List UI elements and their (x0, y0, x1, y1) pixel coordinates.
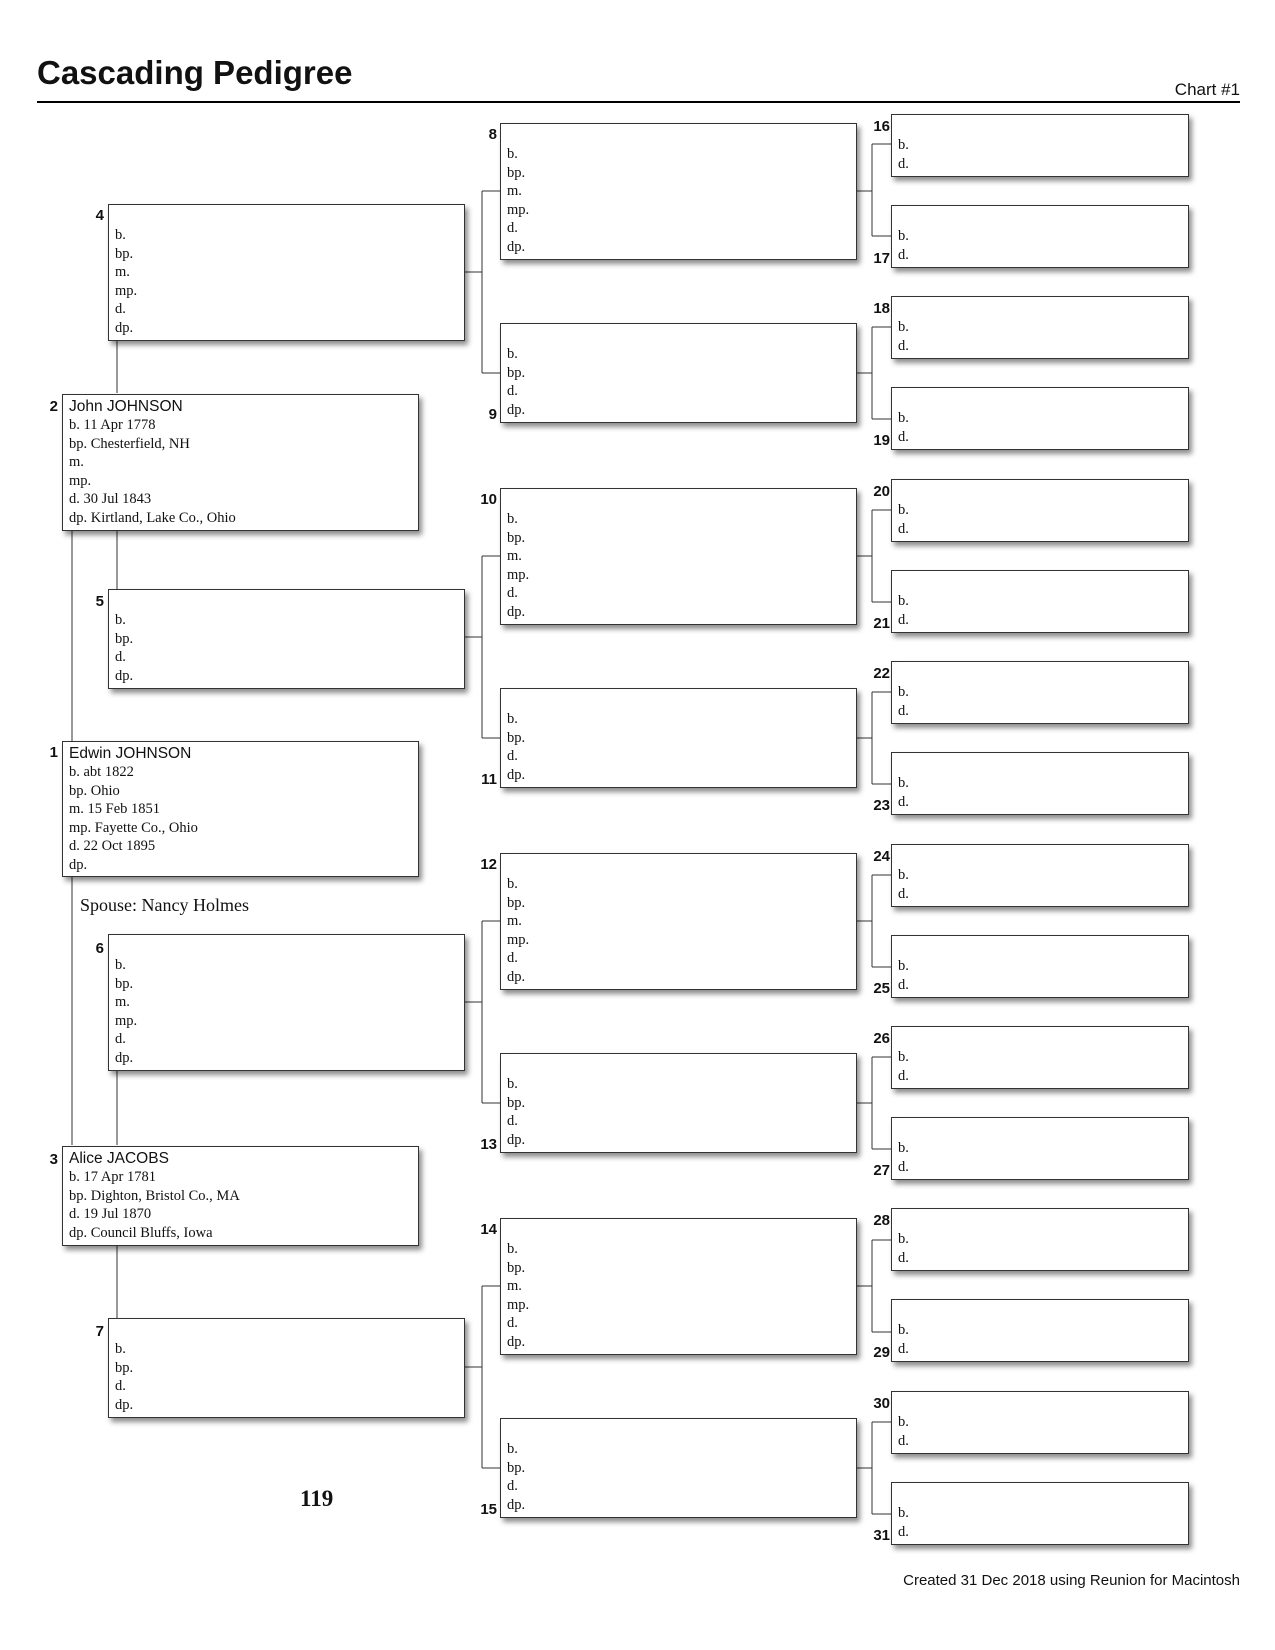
person-name (507, 856, 850, 875)
person-number: 9 (488, 406, 497, 423)
birth-line: b. (507, 876, 518, 892)
person-name (507, 326, 850, 345)
marriage-line: m. (115, 994, 130, 1011)
death-line: d. (507, 383, 518, 400)
person-box-8[interactable] (500, 123, 857, 260)
connector-line (856, 1422, 891, 1514)
person-number: 11 (481, 771, 497, 788)
death-line: d. (507, 748, 518, 765)
connector-line (465, 191, 500, 373)
connector-line (465, 921, 500, 1103)
person-name (507, 491, 850, 510)
person-box-18[interactable] (891, 296, 1189, 359)
death-place-line: dp. Kirtland, Lake Co., Ohio (69, 509, 236, 526)
person-number: 22 (873, 665, 890, 682)
birth-line: b. (507, 346, 518, 362)
death-line: d. (898, 702, 909, 719)
person-number: 1 (49, 744, 58, 761)
death-line: d. 30 Jul 1843 (69, 491, 152, 508)
person-name (898, 664, 1182, 683)
death-line: d. (507, 1315, 518, 1332)
person-box-29[interactable] (891, 1299, 1189, 1362)
birth-line: b. (507, 511, 518, 527)
marriage-line: m. (507, 183, 522, 200)
person-number: 28 (873, 1212, 890, 1229)
person-box-24[interactable] (891, 844, 1189, 907)
death-line: d. 19 Jul 1870 (69, 1206, 152, 1223)
person-number: 4 (95, 207, 104, 224)
marriage-line: m. (507, 913, 522, 930)
marriage-line: m. (69, 454, 84, 471)
birth-line: b. (898, 867, 909, 883)
death-line: d. (898, 246, 909, 263)
death-line: d. (507, 950, 518, 967)
person-name (898, 573, 1182, 592)
death-place-line: dp. (507, 766, 526, 783)
person-box-23[interactable] (891, 752, 1189, 815)
person-name (507, 1221, 850, 1240)
person-number: 16 (873, 118, 890, 135)
death-line: d. (115, 649, 126, 666)
death-place-line: dp. (115, 319, 134, 336)
birthplace-line: bp. (115, 1359, 134, 1376)
death-line: d. (507, 1478, 518, 1495)
person-box-14[interactable] (500, 1218, 857, 1355)
person-number: 19 (873, 432, 890, 449)
person-number: 3 (49, 1151, 58, 1168)
death-line: d. (115, 301, 126, 318)
death-line: d. (898, 976, 909, 993)
birth-line: b. (898, 1414, 909, 1430)
person-name (115, 207, 458, 226)
connector-line (856, 144, 891, 236)
connector-line (465, 556, 500, 738)
death-line: d. (507, 585, 518, 602)
marriage-place-line: mp. (507, 1296, 530, 1313)
marriage-place-line: mp. (115, 282, 138, 299)
birthplace-line: bp. (115, 975, 134, 992)
marriage-place-line: mp. (507, 566, 530, 583)
person-number: 12 (480, 856, 497, 873)
person-number: 21 (873, 615, 890, 632)
person-number: 2 (49, 398, 58, 415)
person-name (898, 482, 1182, 501)
connector-line (856, 327, 891, 419)
connector-line (465, 1286, 500, 1468)
person-name: Edwin JOHNSON (69, 745, 192, 762)
person-number: 6 (95, 940, 104, 957)
person-number: 23 (873, 797, 890, 814)
death-place-line: dp. (115, 1049, 134, 1066)
death-line: d. (898, 1158, 909, 1175)
birth-line: b. (898, 1505, 909, 1521)
death-place-line: dp. (507, 1131, 526, 1148)
birthplace-line: bp. (507, 729, 526, 746)
person-name: Alice JACOBS (69, 1150, 169, 1167)
birth-line: b. (898, 410, 909, 426)
person-box-6[interactable] (108, 934, 465, 1071)
person-number: 8 (488, 126, 497, 143)
birthplace-line: bp. (507, 529, 526, 546)
birthplace-line: bp. (507, 1459, 526, 1476)
person-number: 26 (873, 1030, 890, 1047)
person-name (898, 299, 1182, 318)
birthplace-line: bp. (507, 1094, 526, 1111)
death-place-line: dp. (507, 603, 526, 620)
marriage-place-line: mp. (507, 201, 530, 218)
birth-line: b. (898, 593, 909, 609)
person-name (507, 691, 850, 710)
person-box-16[interactable] (891, 114, 1189, 177)
person-name (507, 1056, 850, 1075)
page-title: Cascading Pedigree (37, 54, 353, 91)
birth-line: b. (507, 1441, 518, 1457)
person-box-3[interactable] (62, 1146, 419, 1246)
birth-line: b. 11 Apr 1778 (69, 417, 156, 433)
marriage-line: m. (115, 264, 130, 281)
person-name (898, 1302, 1182, 1321)
person-box-30[interactable] (891, 1391, 1189, 1454)
birthplace-line: bp. (507, 364, 526, 381)
death-line: d. (898, 1067, 909, 1084)
death-line: d. (898, 885, 909, 902)
person-number: 10 (480, 491, 497, 508)
person-box-26[interactable] (891, 1026, 1189, 1089)
person-box-20[interactable] (891, 479, 1189, 542)
birthplace-line: bp. Chesterfield, NH (69, 435, 190, 452)
birth-line: b. (898, 1049, 909, 1065)
person-box-11[interactable] (500, 688, 857, 788)
person-number: 20 (873, 483, 890, 500)
death-place-line: dp. (507, 238, 526, 255)
person-box-10[interactable] (500, 488, 857, 625)
birth-line: b. (898, 1322, 909, 1338)
person-number: 31 (873, 1527, 890, 1544)
person-name (507, 126, 850, 145)
marriage-line: m. (507, 1278, 522, 1295)
person-box-1[interactable] (62, 741, 419, 877)
birth-line: b. (115, 1341, 126, 1357)
footer-credit: Created 31 Dec 2018 using Reunion for Macintosh (903, 1572, 1240, 1589)
connector-line (856, 1057, 891, 1149)
marriage-line: m. 15 Feb 1851 (69, 801, 161, 818)
person-box-4[interactable] (108, 204, 465, 341)
person-box-22[interactable] (891, 661, 1189, 724)
person-box-21[interactable] (891, 570, 1189, 633)
death-line: d. (115, 1031, 126, 1048)
page-number: 119 (300, 1486, 334, 1511)
person-box-27[interactable] (891, 1117, 1189, 1180)
connector-line (856, 510, 891, 602)
birth-line: b. (898, 228, 909, 244)
person-name (898, 847, 1182, 866)
person-box-19[interactable] (891, 387, 1189, 450)
connector-line (856, 1240, 891, 1332)
marriage-place-line: mp. (507, 931, 530, 948)
birth-line: b. (115, 612, 126, 628)
connector-line (856, 875, 891, 967)
birth-line: b. (507, 146, 518, 162)
person-number: 5 (95, 593, 104, 610)
person-number: 29 (873, 1344, 890, 1361)
death-line: d. (507, 220, 518, 237)
birthplace-line: bp. (507, 164, 526, 181)
death-line: d. (898, 337, 909, 354)
person-box-17[interactable] (891, 205, 1189, 268)
birth-line: b. (898, 137, 909, 153)
connector-line (856, 692, 891, 784)
person-name (898, 390, 1182, 409)
birth-line: b. (115, 957, 126, 973)
person-name (898, 1394, 1182, 1413)
person-name (115, 1321, 458, 1340)
birth-line: b. 17 Apr 1781 (69, 1169, 156, 1185)
person-box-12[interactable] (500, 853, 857, 990)
death-line: d. (507, 1113, 518, 1130)
death-place-line: dp. (115, 667, 134, 684)
death-place-line: dp. Council Bluffs, Iowa (69, 1224, 213, 1241)
person-box-9[interactable] (500, 323, 857, 423)
death-line: d. (898, 1340, 909, 1357)
birth-line: b. (898, 684, 909, 700)
person-box-28[interactable] (891, 1208, 1189, 1271)
birth-line: b. (507, 1241, 518, 1257)
birth-line: b. (898, 1231, 909, 1247)
death-line: d. (898, 155, 909, 172)
person-box-5[interactable] (108, 589, 465, 689)
person-name (115, 937, 458, 956)
death-place-line: dp. (507, 1496, 526, 1513)
birthplace-line: bp. (115, 630, 134, 647)
person-name (898, 938, 1182, 957)
person-number: 25 (873, 980, 890, 997)
marriage-place-line: mp. Fayette Co., Ohio (69, 819, 198, 836)
death-place-line: dp. (507, 968, 526, 985)
person-number: 24 (873, 848, 890, 865)
chart-number: Chart #1 (1174, 80, 1240, 99)
person-box-25[interactable] (891, 935, 1189, 998)
birthplace-line: bp. (507, 1259, 526, 1276)
person-number: 30 (873, 1395, 890, 1412)
person-number: 15 (480, 1501, 497, 1518)
person-name: John JOHNSON (69, 398, 183, 415)
death-place-line: dp. (507, 1333, 526, 1350)
person-box-2[interactable] (62, 394, 419, 531)
death-line: d. (115, 1378, 126, 1395)
birth-line: b. (115, 227, 126, 243)
person-name (898, 117, 1182, 136)
birthplace-line: bp. Dighton, Bristol Co., MA (69, 1187, 240, 1204)
spouse-line: Spouse: Nancy Holmes (80, 895, 249, 915)
birth-line: b. (898, 1140, 909, 1156)
birthplace-line: bp. (507, 894, 526, 911)
birth-line: b. (898, 775, 909, 791)
person-name (898, 208, 1182, 227)
birth-line: b. (507, 1076, 518, 1092)
person-name (507, 1421, 850, 1440)
birthplace-line: bp. (115, 245, 134, 262)
person-box-31[interactable] (891, 1482, 1189, 1545)
marriage-place-line: mp. (69, 472, 92, 489)
person-name (898, 755, 1182, 774)
death-line: d. (898, 1523, 909, 1540)
person-number: 13 (480, 1136, 497, 1153)
death-line: d. (898, 611, 909, 628)
death-line: d. 22 Oct 1895 (69, 838, 156, 855)
death-place-line: dp. (115, 1396, 134, 1413)
death-line: d. (898, 1432, 909, 1449)
birth-line: b. (507, 711, 518, 727)
death-line: d. (898, 428, 909, 445)
death-place-line: dp. (69, 856, 88, 873)
birth-line: b. (898, 958, 909, 974)
person-number: 7 (95, 1323, 104, 1340)
death-line: d. (898, 520, 909, 537)
marriage-place-line: mp. (115, 1012, 138, 1029)
person-name (898, 1211, 1182, 1230)
death-line: d. (898, 793, 909, 810)
person-number: 18 (873, 300, 890, 317)
birth-line: b. (898, 319, 909, 335)
birth-line: b. abt 1822 (69, 764, 134, 780)
person-number: 14 (480, 1221, 497, 1238)
person-box-7[interactable] (108, 1318, 465, 1418)
birthplace-line: bp. Ohio (69, 782, 120, 799)
marriage-line: m. (507, 548, 522, 565)
person-name (898, 1029, 1182, 1048)
person-box-13[interactable] (500, 1053, 857, 1153)
person-name (115, 592, 458, 611)
person-name (898, 1485, 1182, 1504)
birth-line: b. (898, 502, 909, 518)
person-number: 17 (873, 250, 890, 267)
death-place-line: dp. (507, 401, 526, 418)
person-name (898, 1120, 1182, 1139)
person-number: 27 (873, 1162, 890, 1179)
person-box-15[interactable] (500, 1418, 857, 1518)
death-line: d. (898, 1249, 909, 1266)
